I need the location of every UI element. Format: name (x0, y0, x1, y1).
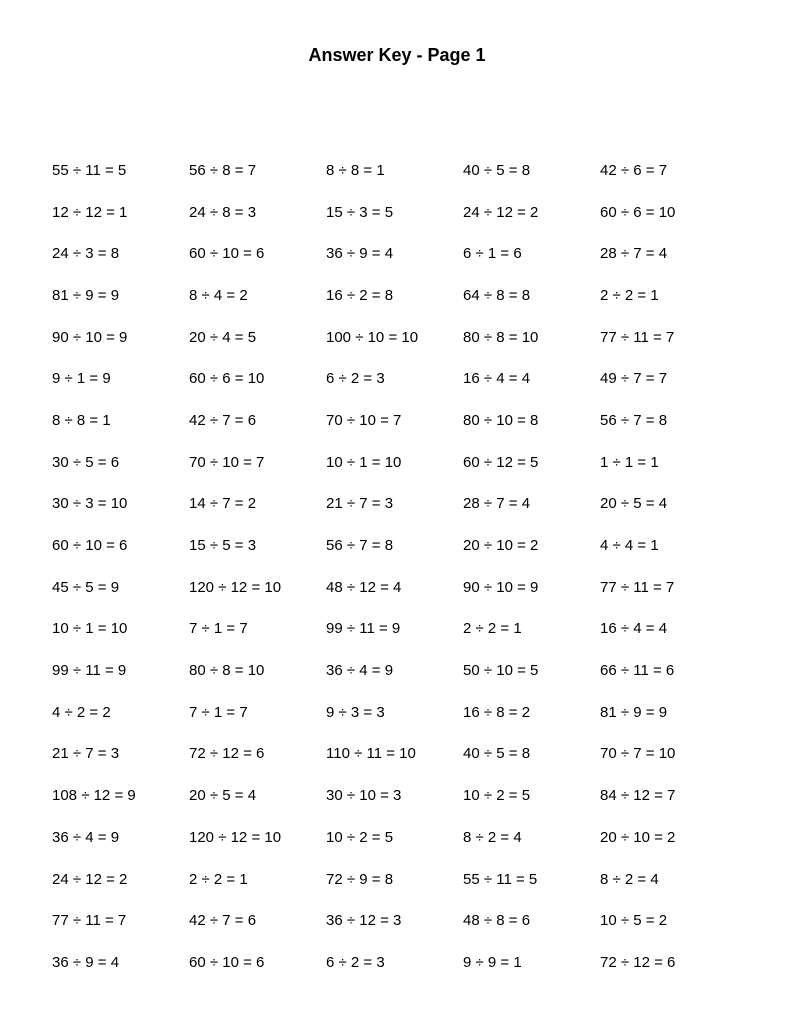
division-problem: 60 ÷ 10 = 6 (189, 953, 265, 971)
division-problem: 2 ÷ 2 = 1 (463, 620, 522, 638)
division-problem: 16 ÷ 4 = 4 (600, 620, 668, 638)
division-problem: 40 ÷ 5 = 8 (463, 161, 531, 179)
problem-row (52, 900, 752, 942)
division-problem: 20 ÷ 10 = 2 (600, 828, 676, 846)
division-problem: 21 ÷ 7 = 3 (326, 495, 394, 513)
division-problem: 60 ÷ 6 = 10 (600, 203, 676, 221)
division-problem: 64 ÷ 8 = 8 (463, 286, 531, 304)
division-problem: 10 ÷ 5 = 2 (600, 912, 668, 930)
problem-row (52, 859, 752, 901)
division-problem: 60 ÷ 6 = 10 (189, 370, 265, 388)
division-problem: 77 ÷ 11 = 7 (52, 912, 127, 930)
division-problem: 56 ÷ 7 = 8 (326, 537, 394, 555)
division-problem: 7 ÷ 1 = 7 (189, 620, 248, 638)
page-title: Answer Key - Page 1 (308, 45, 486, 65)
division-problem: 45 ÷ 5 = 9 (52, 578, 120, 596)
problem-row (52, 400, 752, 442)
problem-row (52, 358, 752, 400)
division-problem: 84 ÷ 12 = 7 (600, 787, 676, 805)
division-problem: 16 ÷ 8 = 2 (463, 703, 531, 721)
division-problem: 14 ÷ 7 = 2 (189, 495, 257, 513)
division-problem: 108 ÷ 12 = 9 (52, 787, 136, 805)
problem-row (52, 317, 752, 359)
division-problem: 16 ÷ 4 = 4 (463, 370, 531, 388)
problem-row (52, 650, 752, 692)
division-problem: 6 ÷ 2 = 3 (326, 370, 385, 388)
division-problem: 80 ÷ 8 = 10 (463, 328, 539, 346)
division-problem: 81 ÷ 9 = 9 (52, 286, 120, 304)
problem-row (52, 233, 752, 275)
division-problem: 42 ÷ 7 = 6 (189, 411, 257, 429)
division-problem: 72 ÷ 12 = 6 (189, 745, 265, 763)
division-problem: 60 ÷ 10 = 6 (189, 245, 265, 263)
division-problem: 10 ÷ 1 = 10 (326, 453, 402, 471)
division-problem: 110 ÷ 11 = 10 (326, 745, 416, 763)
division-problem: 24 ÷ 12 = 2 (463, 203, 539, 221)
division-problem: 4 ÷ 4 = 1 (600, 537, 659, 555)
division-problem: 10 ÷ 1 = 10 (52, 620, 128, 638)
division-problem: 28 ÷ 7 = 4 (600, 245, 668, 263)
division-problem: 100 ÷ 10 = 10 (326, 328, 419, 346)
division-problem: 24 ÷ 12 = 2 (52, 870, 128, 888)
division-problem: 99 ÷ 11 = 9 (52, 662, 127, 680)
division-problem: 66 ÷ 11 = 6 (600, 662, 675, 680)
problem-row (52, 442, 752, 484)
division-problem: 20 ÷ 5 = 4 (189, 787, 257, 805)
problem-row (52, 817, 752, 859)
division-problem: 24 ÷ 8 = 3 (189, 203, 257, 221)
division-problem: 7 ÷ 1 = 7 (189, 703, 248, 721)
division-problem: 77 ÷ 11 = 7 (600, 328, 675, 346)
division-problem: 30 ÷ 3 = 10 (52, 495, 128, 513)
division-problem: 72 ÷ 9 = 8 (326, 870, 394, 888)
division-problem: 8 ÷ 8 = 1 (326, 161, 385, 179)
division-problem: 8 ÷ 8 = 1 (52, 411, 111, 429)
division-problem: 60 ÷ 10 = 6 (52, 537, 128, 555)
division-problem: 36 ÷ 12 = 3 (326, 912, 402, 930)
division-problem: 42 ÷ 6 = 7 (600, 161, 668, 179)
division-problem: 2 ÷ 2 = 1 (189, 870, 248, 888)
problem-row (52, 192, 752, 234)
division-problem: 60 ÷ 12 = 5 (463, 453, 539, 471)
division-problem: 70 ÷ 7 = 10 (600, 745, 676, 763)
division-problem: 24 ÷ 3 = 8 (52, 245, 120, 263)
division-problem: 2 ÷ 2 = 1 (600, 286, 659, 304)
division-problem: 6 ÷ 2 = 3 (326, 953, 385, 971)
division-problem: 15 ÷ 3 = 5 (326, 203, 394, 221)
division-problem: 10 ÷ 2 = 5 (326, 828, 394, 846)
division-problem: 10 ÷ 2 = 5 (463, 787, 531, 805)
division-problem: 8 ÷ 4 = 2 (189, 286, 248, 304)
division-problem: 48 ÷ 8 = 6 (463, 912, 531, 930)
problem-row (52, 150, 752, 192)
division-problem: 55 ÷ 11 = 5 (52, 161, 127, 179)
division-problem: 56 ÷ 7 = 8 (600, 411, 668, 429)
division-problem: 81 ÷ 9 = 9 (600, 703, 668, 721)
division-problem: 9 ÷ 3 = 3 (326, 703, 385, 721)
division-problem: 8 ÷ 2 = 4 (463, 828, 522, 846)
division-problem: 80 ÷ 10 = 8 (463, 411, 539, 429)
problem-row (52, 609, 752, 651)
problem-row (52, 775, 752, 817)
division-problem: 8 ÷ 2 = 4 (600, 870, 659, 888)
division-problem: 36 ÷ 9 = 4 (52, 953, 120, 971)
division-problem: 16 ÷ 2 = 8 (326, 286, 394, 304)
division-problem: 15 ÷ 5 = 3 (189, 537, 257, 555)
problem-row (52, 484, 752, 526)
division-problem: 90 ÷ 10 = 9 (463, 578, 539, 596)
division-problem: 20 ÷ 4 = 5 (189, 328, 257, 346)
problem-row (52, 525, 752, 567)
division-problem: 99 ÷ 11 = 9 (326, 620, 401, 638)
division-problem: 56 ÷ 8 = 7 (189, 161, 257, 179)
division-problem: 36 ÷ 9 = 4 (326, 245, 394, 263)
division-problem: 6 ÷ 1 = 6 (463, 245, 522, 263)
division-problem: 72 ÷ 12 = 6 (600, 953, 676, 971)
division-problem: 42 ÷ 7 = 6 (189, 912, 257, 930)
division-problem: 28 ÷ 7 = 4 (463, 495, 531, 513)
division-problem: 4 ÷ 2 = 2 (52, 703, 111, 721)
division-problem: 48 ÷ 12 = 4 (326, 578, 402, 596)
division-problem: 36 ÷ 4 = 9 (52, 828, 120, 846)
division-problem: 20 ÷ 5 = 4 (600, 495, 668, 513)
division-problem: 50 ÷ 10 = 5 (463, 662, 539, 680)
division-problem: 80 ÷ 8 = 10 (189, 662, 265, 680)
division-problem: 90 ÷ 10 = 9 (52, 328, 128, 346)
division-problem: 20 ÷ 10 = 2 (463, 537, 539, 555)
division-problem: 21 ÷ 7 = 3 (52, 745, 120, 763)
division-problem: 120 ÷ 12 = 10 (189, 578, 282, 596)
problem-grid (52, 150, 752, 984)
division-problem: 70 ÷ 10 = 7 (326, 411, 402, 429)
problem-row (52, 692, 752, 734)
division-problem: 36 ÷ 4 = 9 (326, 662, 394, 680)
problem-row (52, 734, 752, 776)
division-problem: 9 ÷ 1 = 9 (52, 370, 111, 388)
problem-row (52, 567, 752, 609)
division-problem: 77 ÷ 11 = 7 (600, 578, 675, 596)
division-problem: 1 ÷ 1 = 1 (600, 453, 659, 471)
division-problem: 40 ÷ 5 = 8 (463, 745, 531, 763)
problem-row (52, 942, 752, 984)
division-problem: 70 ÷ 10 = 7 (189, 453, 265, 471)
division-problem: 30 ÷ 10 = 3 (326, 787, 402, 805)
division-problem: 9 ÷ 9 = 1 (463, 953, 522, 971)
division-problem: 12 ÷ 12 = 1 (52, 203, 128, 221)
division-problem: 55 ÷ 11 = 5 (463, 870, 538, 888)
problem-row (52, 275, 752, 317)
division-problem: 49 ÷ 7 = 7 (600, 370, 668, 388)
division-problem: 120 ÷ 12 = 10 (189, 828, 282, 846)
division-problem: 30 ÷ 5 = 6 (52, 453, 120, 471)
